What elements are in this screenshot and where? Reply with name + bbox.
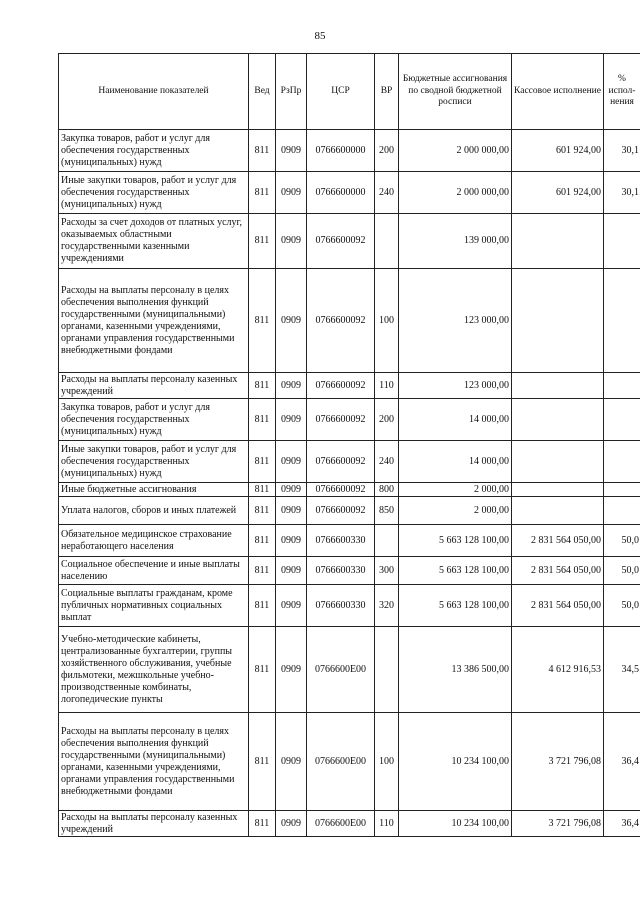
cell-name: Иные бюджетные ассигнования bbox=[59, 483, 249, 497]
cell-ved: 811 bbox=[249, 585, 276, 627]
cell-pct: 36,4 bbox=[604, 713, 640, 811]
cell-ved: 811 bbox=[249, 811, 276, 837]
cell-budget: 2 000 000,00 bbox=[399, 172, 512, 214]
cell-budget: 123 000,00 bbox=[399, 373, 512, 399]
cell-pct bbox=[604, 214, 640, 269]
cell-cash: 4 612 916,53 bbox=[512, 627, 604, 713]
cell-vr: 850 bbox=[375, 497, 399, 525]
cell-budget: 5 663 128 100,00 bbox=[399, 585, 512, 627]
cell-csr: 0766600092 bbox=[307, 483, 375, 497]
cell-vr: 100 bbox=[375, 269, 399, 373]
cell-vr: 110 bbox=[375, 373, 399, 399]
cell-rzpr: 0909 bbox=[276, 585, 307, 627]
cell-budget: 5 663 128 100,00 bbox=[399, 557, 512, 585]
table-row bbox=[59, 441, 640, 483]
budget-table bbox=[58, 53, 640, 837]
cell-vr bbox=[375, 214, 399, 269]
cell-budget: 123 000,00 bbox=[399, 269, 512, 373]
cell-budget: 2 000 000,00 bbox=[399, 130, 512, 172]
cell-rzpr: 0909 bbox=[276, 811, 307, 837]
cell-ved: 811 bbox=[249, 483, 276, 497]
cell-ved: 811 bbox=[249, 627, 276, 713]
header-name: Наименование показателей bbox=[59, 54, 249, 130]
cell-pct bbox=[604, 483, 640, 497]
cell-ved: 811 bbox=[249, 214, 276, 269]
cell-csr: 0766600330 bbox=[307, 557, 375, 585]
cell-cash: 3 721 796,08 bbox=[512, 811, 604, 837]
cell-cash bbox=[512, 214, 604, 269]
cell-pct: 30,1 bbox=[604, 172, 640, 214]
header-ved: Вед bbox=[249, 54, 276, 130]
cell-csr: 0766600000 bbox=[307, 172, 375, 214]
table-row bbox=[59, 713, 640, 811]
cell-name: Обязательное медицинское страхование неработающего населения bbox=[59, 525, 249, 557]
cell-pct: 50,0 bbox=[604, 585, 640, 627]
cell-pct bbox=[604, 497, 640, 525]
cell-name: Расходы на выплаты персоналу казенных учреждений bbox=[59, 811, 249, 837]
cell-ved: 811 bbox=[249, 525, 276, 557]
cell-budget: 2 000,00 bbox=[399, 497, 512, 525]
cell-cash: 601 924,00 bbox=[512, 172, 604, 214]
cell-csr: 0766600092 bbox=[307, 497, 375, 525]
table-row bbox=[59, 399, 640, 441]
cell-ved: 811 bbox=[249, 557, 276, 585]
cell-name: Иные закупки товаров, работ и услуг для обеспечения государственных (муниципальных) нужд bbox=[59, 172, 249, 214]
cell-budget: 14 000,00 bbox=[399, 399, 512, 441]
table-row bbox=[59, 585, 640, 627]
cell-pct bbox=[604, 399, 640, 441]
cell-ved: 811 bbox=[249, 399, 276, 441]
cell-vr: 110 bbox=[375, 811, 399, 837]
table-row bbox=[59, 130, 640, 172]
cell-cash bbox=[512, 441, 604, 483]
cell-csr: 0766600Е00 bbox=[307, 627, 375, 713]
header-vr: ВР bbox=[375, 54, 399, 130]
table-row bbox=[59, 214, 640, 269]
table-row bbox=[59, 811, 640, 837]
cell-budget: 5 663 128 100,00 bbox=[399, 525, 512, 557]
cell-ved: 811 bbox=[249, 713, 276, 811]
cell-cash bbox=[512, 373, 604, 399]
table-row bbox=[59, 627, 640, 713]
cell-rzpr: 0909 bbox=[276, 441, 307, 483]
cell-rzpr: 0909 bbox=[276, 627, 307, 713]
cell-rzpr: 0909 bbox=[276, 399, 307, 441]
cell-name: Социальные выплаты гражданам, кроме публичных нормативных социальных выплат bbox=[59, 585, 249, 627]
cell-budget: 139 000,00 bbox=[399, 214, 512, 269]
cell-csr: 0766600330 bbox=[307, 525, 375, 557]
cell-name: Уплата налогов, сборов и иных платежей bbox=[59, 497, 249, 525]
cell-vr: 800 bbox=[375, 483, 399, 497]
cell-pct bbox=[604, 441, 640, 483]
cell-rzpr: 0909 bbox=[276, 713, 307, 811]
cell-vr: 240 bbox=[375, 441, 399, 483]
header-csr: ЦСР bbox=[307, 54, 375, 130]
cell-rzpr: 0909 bbox=[276, 483, 307, 497]
cell-name: Расходы на выплаты персоналу казенных учреждений bbox=[59, 373, 249, 399]
cell-rzpr: 0909 bbox=[276, 130, 307, 172]
cell-name: Закупка товаров, работ и услуг для обеспечения государственных (муниципальных) нужд bbox=[59, 130, 249, 172]
cell-csr: 0766600092 bbox=[307, 441, 375, 483]
cell-csr: 0766600092 bbox=[307, 269, 375, 373]
table-row bbox=[59, 373, 640, 399]
cell-cash: 601 924,00 bbox=[512, 130, 604, 172]
cell-rzpr: 0909 bbox=[276, 373, 307, 399]
cell-name: Расходы на выплаты персоналу в целях обеспечения выполнения функций государственными (муниципальными) органами, казенными учреждениями, органами управления государственными внебюджетными фондами bbox=[59, 713, 249, 811]
cell-name: Социальное обеспечение и иные выплаты населению bbox=[59, 557, 249, 585]
cell-cash bbox=[512, 497, 604, 525]
cell-rzpr: 0909 bbox=[276, 269, 307, 373]
cell-vr: 320 bbox=[375, 585, 399, 627]
cell-name: Иные закупки товаров, работ и услуг для обеспечения государственных (муниципальных) нужд bbox=[59, 441, 249, 483]
cell-pct: 36,4 bbox=[604, 811, 640, 837]
cell-csr: 0766600092 bbox=[307, 373, 375, 399]
cell-rzpr: 0909 bbox=[276, 497, 307, 525]
cell-budget: 13 386 500,00 bbox=[399, 627, 512, 713]
cell-cash bbox=[512, 269, 604, 373]
cell-pct bbox=[604, 269, 640, 373]
table-row bbox=[59, 525, 640, 557]
table-row bbox=[59, 269, 640, 373]
cell-budget: 14 000,00 bbox=[399, 441, 512, 483]
cell-vr: 100 bbox=[375, 713, 399, 811]
cell-pct: 50,0 bbox=[604, 557, 640, 585]
cell-budget: 10 234 100,00 bbox=[399, 811, 512, 837]
cell-cash bbox=[512, 483, 604, 497]
cell-rzpr: 0909 bbox=[276, 525, 307, 557]
table-row bbox=[59, 557, 640, 585]
cell-ved: 811 bbox=[249, 172, 276, 214]
cell-pct: 50,0 bbox=[604, 525, 640, 557]
cell-budget: 2 000,00 bbox=[399, 483, 512, 497]
cell-csr: 0766600Е00 bbox=[307, 713, 375, 811]
cell-ved: 811 bbox=[249, 269, 276, 373]
cell-rzpr: 0909 bbox=[276, 214, 307, 269]
cell-cash: 2 831 564 050,00 bbox=[512, 585, 604, 627]
cell-name: Учебно-методические кабинеты, централизованные бухгалтерии, группы хозяйственного обслуживания, учебные фильмотеки, межшкольные учебно-производственные комбинаты, логопедические пункты bbox=[59, 627, 249, 713]
cell-vr: 240 bbox=[375, 172, 399, 214]
cell-csr: 0766600000 bbox=[307, 130, 375, 172]
cell-vr: 200 bbox=[375, 130, 399, 172]
cell-pct: 34,5 bbox=[604, 627, 640, 713]
cell-rzpr: 0909 bbox=[276, 557, 307, 585]
cell-csr: 0766600330 bbox=[307, 585, 375, 627]
table-row bbox=[59, 172, 640, 214]
cell-ved: 811 bbox=[249, 497, 276, 525]
cell-vr: 300 bbox=[375, 557, 399, 585]
cell-cash: 2 831 564 050,00 bbox=[512, 525, 604, 557]
cell-cash bbox=[512, 399, 604, 441]
cell-ved: 811 bbox=[249, 130, 276, 172]
cell-name: Закупка товаров, работ и услуг для обеспечения государственных (муниципальных) нужд bbox=[59, 399, 249, 441]
header-pct: % испол-нения bbox=[604, 54, 640, 130]
cell-budget: 10 234 100,00 bbox=[399, 713, 512, 811]
table-row bbox=[59, 483, 640, 497]
cell-ved: 811 bbox=[249, 441, 276, 483]
cell-cash: 3 721 796,08 bbox=[512, 713, 604, 811]
cell-pct: 30,1 bbox=[604, 130, 640, 172]
cell-name: Расходы на выплаты персоналу в целях обеспечения выполнения функций государственными (муниципальными) органами, казенными учреждениями, органами управления государственными внебюджетными фондами bbox=[59, 269, 249, 373]
cell-ved: 811 bbox=[249, 373, 276, 399]
cell-vr: 200 bbox=[375, 399, 399, 441]
cell-rzpr: 0909 bbox=[276, 172, 307, 214]
cell-cash: 2 831 564 050,00 bbox=[512, 557, 604, 585]
page-number: 85 bbox=[314, 30, 326, 42]
cell-vr bbox=[375, 627, 399, 713]
header-cash: Кассовое исполнение bbox=[512, 54, 604, 130]
header-budget: Бюджетные ассигнования по сводной бюджетной росписи bbox=[399, 54, 512, 130]
cell-pct bbox=[604, 373, 640, 399]
cell-vr bbox=[375, 525, 399, 557]
cell-csr: 0766600Е00 bbox=[307, 811, 375, 837]
table-row bbox=[59, 497, 640, 525]
cell-name: Расходы за счет доходов от платных услуг, оказываемых областными государственными казенными учреждениями bbox=[59, 214, 249, 269]
cell-csr: 0766600092 bbox=[307, 214, 375, 269]
header-rzpr: РзПр bbox=[276, 54, 307, 130]
cell-csr: 0766600092 bbox=[307, 399, 375, 441]
